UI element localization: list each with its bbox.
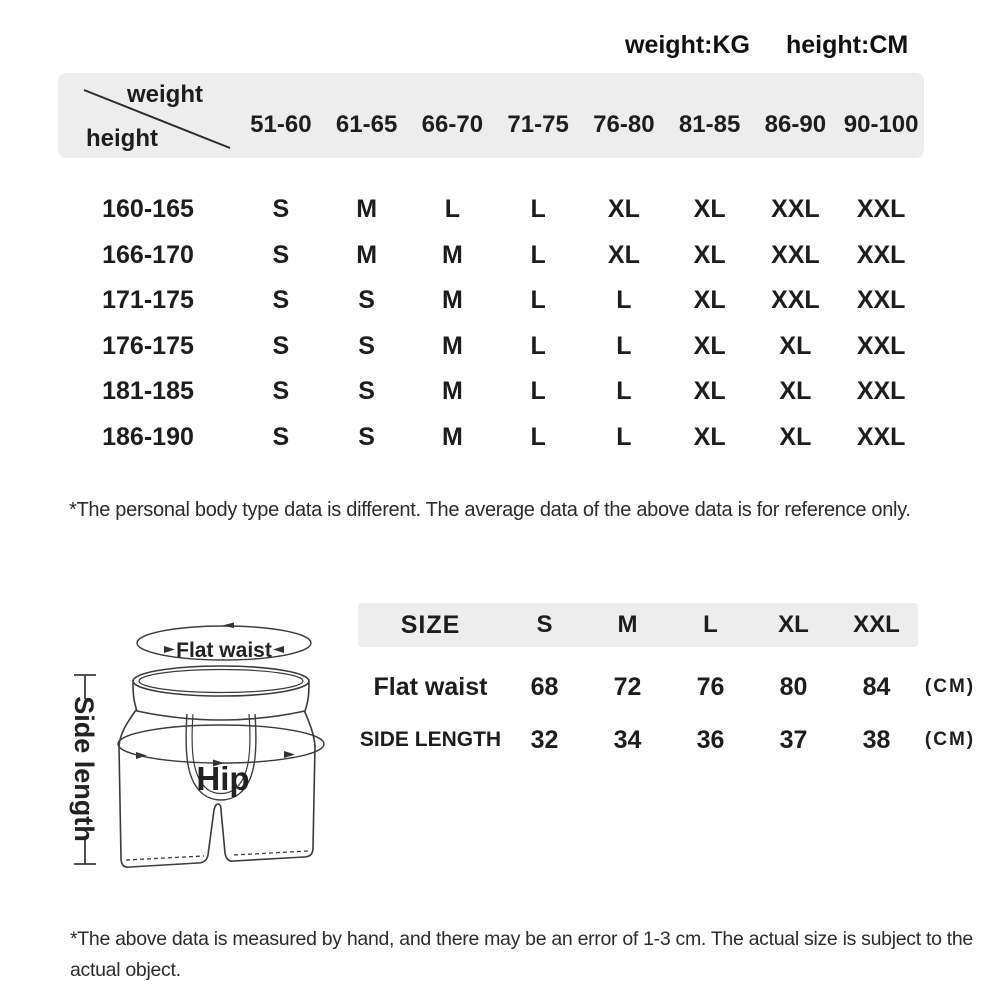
size-cell: L (616, 331, 632, 360)
measurement-row (358, 718, 982, 762)
size-cell: XXL (771, 195, 820, 224)
size-cell: XXL (856, 377, 906, 406)
waistband-rim-outer (133, 666, 309, 696)
size-cell: L (530, 286, 546, 315)
column-header: 66-70 (421, 111, 484, 138)
size-cell: XXL (771, 240, 820, 269)
side-length-label: Side length (69, 696, 99, 842)
size-cell: XXL (856, 422, 906, 451)
size-cell: S (358, 286, 375, 315)
size-cell: M (441, 240, 463, 269)
size-chart-header-row (58, 73, 924, 158)
size-cell: S (272, 331, 290, 360)
size-cell: XL (779, 422, 812, 451)
weight-height-corner-cell (58, 73, 238, 158)
measurement-value: 80 (779, 672, 808, 701)
column-header: 76-80 (593, 111, 655, 138)
size-cell: XL (693, 240, 726, 269)
weight-unit-label: weight:KG (625, 31, 750, 59)
size-cell: S (272, 422, 290, 451)
size-column-header: M (617, 611, 638, 638)
measurement-value: 38 (862, 725, 891, 754)
weight-column-headers (238, 73, 924, 158)
size-column-header: L (703, 611, 718, 638)
size-cell: S (272, 195, 290, 224)
column-header: 81-85 (678, 111, 741, 138)
size-cell: XL (693, 377, 726, 406)
row-height-label: 181-185 (102, 377, 194, 406)
size-cell: L (530, 422, 546, 451)
size-cell: XXL (771, 286, 820, 315)
table-row (58, 187, 924, 233)
size-cell: XL (607, 240, 640, 269)
measurement-row-label: Flat waist (373, 672, 488, 701)
size-cell: M (441, 377, 463, 406)
size-cell: M (356, 240, 378, 269)
size-cell: XXL (856, 331, 906, 360)
size-cell: S (358, 422, 375, 451)
arrow-icon (223, 623, 234, 629)
row-height-label: 166-170 (102, 240, 194, 269)
measurement-value: 32 (530, 725, 559, 754)
size-cell: L (530, 331, 546, 360)
size-cell: L (530, 377, 546, 406)
size-column-header: S (536, 611, 553, 638)
size-cell: XXL (856, 195, 906, 224)
measurement-value: 68 (530, 672, 559, 701)
measurement-value: 72 (613, 672, 642, 701)
measurement-header-row (358, 603, 918, 647)
size-cell: XL (693, 286, 726, 315)
size-chart-body (58, 187, 924, 460)
size-cell: M (441, 286, 463, 315)
table-row (58, 369, 924, 415)
size-cell: S (272, 240, 290, 269)
size-cell: XL (779, 331, 812, 360)
size-cell: XL (693, 422, 726, 451)
size-cell: L (616, 377, 632, 406)
size-cell: L (530, 240, 546, 269)
height-unit-label: height:CM (786, 31, 909, 59)
size-cell: XL (779, 377, 812, 406)
row-height-label: 171-175 (102, 286, 194, 315)
measurement-row (358, 665, 982, 709)
flat-waist-label: Flat waist (176, 639, 272, 662)
height-axis-label: height (86, 125, 158, 152)
measurement-value: 36 (696, 725, 725, 754)
measurement-row-label: SIDE LENGTH (359, 728, 502, 751)
size-cell: S (358, 377, 375, 406)
row-height-label: 160-165 (102, 195, 194, 224)
column-header: 71-75 (507, 111, 569, 138)
row-height-label: 176-175 (102, 331, 194, 360)
size-cell: L (616, 286, 632, 315)
table-row (58, 415, 924, 461)
row-height-label: 186-190 (102, 422, 194, 451)
column-header: 51-60 (250, 111, 312, 138)
size-chart-note: *The personal body type data is different. The average data of the above data is for reference only. (69, 499, 911, 521)
size-column-header: XXL (853, 611, 900, 638)
measurement-value: 76 (696, 672, 725, 701)
size-cell: S (272, 286, 290, 315)
weight-axis-label: weight (127, 81, 203, 108)
measurement-value: 34 (613, 725, 642, 754)
size-cell: XL (693, 195, 726, 224)
units-note (625, 31, 908, 60)
size-cell: L (616, 422, 632, 451)
shorts-measurement-diagram (58, 598, 358, 898)
hip-label: Hip (196, 760, 250, 797)
size-header-label: SIZE (400, 610, 461, 639)
size-cell: XL (693, 331, 726, 360)
size-cell: M (441, 422, 463, 451)
size-cell: XL (607, 195, 640, 224)
column-header: 61-65 (335, 111, 398, 138)
size-cell: XXL (856, 286, 906, 315)
column-header: 90-100 (843, 111, 919, 138)
measurement-value: 37 (779, 725, 808, 754)
table-row (58, 233, 924, 279)
size-column-header: XL (778, 611, 809, 638)
size-cell: M (356, 195, 378, 224)
size-cell: S (272, 377, 290, 406)
unit-label: (CM) (924, 729, 976, 750)
column-header: 86-90 (764, 111, 827, 138)
size-cell: S (358, 331, 375, 360)
table-row (58, 278, 924, 324)
size-chart-table (58, 73, 924, 460)
footer-note: *The above data is measured by hand, and there may be an error of 1-3 cm. The actual size is subject to the actual object. (70, 928, 973, 981)
measurement-table (358, 603, 982, 762)
size-cell: L (530, 195, 546, 224)
size-cell: M (441, 331, 463, 360)
size-cell: L (444, 195, 461, 224)
measurement-value: 84 (862, 672, 891, 701)
size-cell: XXL (856, 240, 906, 269)
unit-label: (CM) (924, 676, 976, 697)
table-row (58, 324, 924, 370)
